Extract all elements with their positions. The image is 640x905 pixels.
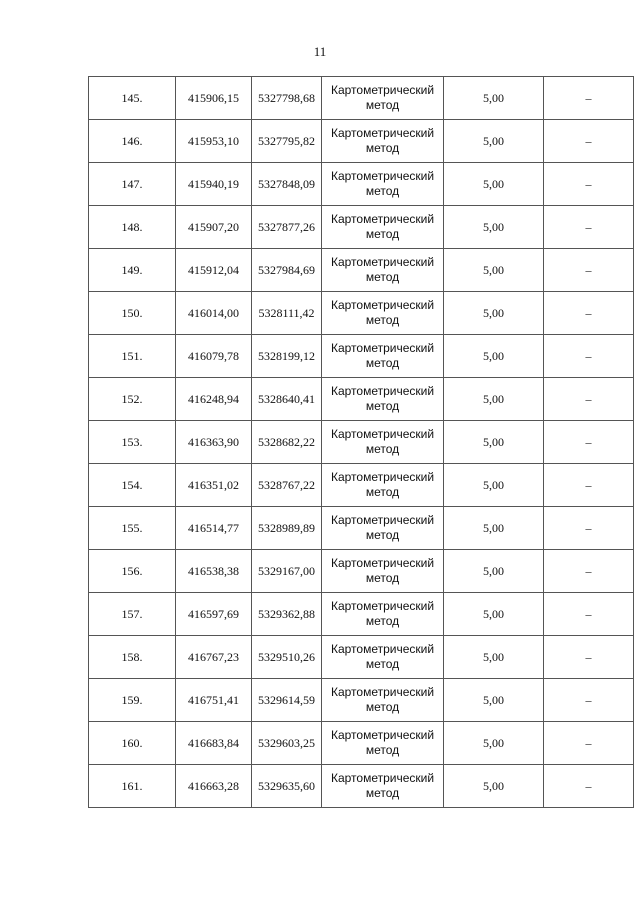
point-number-cell: 158. [89, 636, 176, 679]
point-number-cell: 160. [89, 722, 176, 765]
table-row [89, 292, 634, 335]
method-line-1: Картометрический [330, 771, 435, 785]
point-number-cell: 155. [89, 507, 176, 550]
y-coordinate-cell: 5328111,42 [252, 292, 322, 335]
x-coordinate-cell: 415953,10 [176, 120, 252, 163]
table-row [89, 206, 634, 249]
x-coordinate-cell: 415940,19 [176, 163, 252, 206]
point-number-cell: 157. [89, 593, 176, 636]
note-cell: – [544, 636, 634, 679]
accuracy-cell: 5,00 [444, 507, 544, 550]
method-line-1: Картометрический [330, 427, 435, 441]
accuracy-cell: 5,00 [444, 249, 544, 292]
accuracy-cell: 5,00 [444, 593, 544, 636]
method-line-2: метод [365, 270, 400, 284]
x-coordinate-cell: 416663,28 [176, 765, 252, 808]
method-cell [322, 636, 444, 679]
x-coordinate-cell: 416363,90 [176, 421, 252, 464]
method-line-2: метод [365, 528, 400, 542]
table-row [89, 679, 634, 722]
note-cell: – [544, 378, 634, 421]
point-number-cell: 154. [89, 464, 176, 507]
x-coordinate-cell: 415906,15 [176, 77, 252, 120]
y-coordinate-cell: 5328767,22 [252, 464, 322, 507]
accuracy-cell: 5,00 [444, 335, 544, 378]
note-cell: – [544, 679, 634, 722]
method-line-2: метод [365, 614, 400, 628]
method-cell [322, 249, 444, 292]
method-line-2: метод [365, 657, 400, 671]
method-cell [322, 378, 444, 421]
method-line-1: Картометрический [330, 126, 435, 140]
table-row [89, 636, 634, 679]
note-cell: – [544, 421, 634, 464]
table-row [89, 120, 634, 163]
method-cell [322, 507, 444, 550]
method-line-1: Картометрический [330, 599, 435, 613]
y-coordinate-cell: 5327984,69 [252, 249, 322, 292]
method-line-2: метод [365, 442, 400, 456]
x-coordinate-cell: 416538,38 [176, 550, 252, 593]
y-coordinate-cell: 5329510,26 [252, 636, 322, 679]
accuracy-cell: 5,00 [444, 421, 544, 464]
method-line-2: метод [365, 485, 400, 499]
method-cell [322, 163, 444, 206]
method-cell [322, 335, 444, 378]
point-number-cell: 148. [89, 206, 176, 249]
accuracy-cell: 5,00 [444, 120, 544, 163]
method-line-2: метод [365, 184, 400, 198]
method-line-1: Картометрический [330, 212, 435, 226]
note-cell: – [544, 593, 634, 636]
note-cell: – [544, 722, 634, 765]
method-line-2: метод [365, 356, 400, 370]
table-row [89, 335, 634, 378]
x-coordinate-cell: 416014,00 [176, 292, 252, 335]
table-row [89, 421, 634, 464]
accuracy-cell: 5,00 [444, 206, 544, 249]
method-cell [322, 292, 444, 335]
note-cell: – [544, 249, 634, 292]
table-row [89, 464, 634, 507]
x-coordinate-cell: 416248,94 [176, 378, 252, 421]
point-number-cell: 145. [89, 77, 176, 120]
x-coordinate-cell: 416767,23 [176, 636, 252, 679]
note-cell: – [544, 77, 634, 120]
x-coordinate-cell: 416079,78 [176, 335, 252, 378]
accuracy-cell: 5,00 [444, 722, 544, 765]
method-line-1: Картометрический [330, 255, 435, 269]
accuracy-cell: 5,00 [444, 550, 544, 593]
method-line-2: метод [365, 227, 400, 241]
y-coordinate-cell: 5327877,26 [252, 206, 322, 249]
accuracy-cell: 5,00 [444, 163, 544, 206]
y-coordinate-cell: 5328989,89 [252, 507, 322, 550]
accuracy-cell: 5,00 [444, 636, 544, 679]
x-coordinate-cell: 416597,69 [176, 593, 252, 636]
method-cell [322, 206, 444, 249]
table-row [89, 163, 634, 206]
accuracy-cell: 5,00 [444, 77, 544, 120]
note-cell: – [544, 206, 634, 249]
method-line-2: метод [365, 743, 400, 757]
method-cell [322, 765, 444, 808]
note-cell: – [544, 550, 634, 593]
method-line-1: Картометрический [330, 470, 435, 484]
method-line-1: Картометрический [330, 298, 435, 312]
method-cell [322, 679, 444, 722]
method-line-1: Картометрический [330, 513, 435, 527]
method-line-2: метод [365, 571, 400, 585]
y-coordinate-cell: 5329635,60 [252, 765, 322, 808]
point-number-cell: 151. [89, 335, 176, 378]
y-coordinate-cell: 5327848,09 [252, 163, 322, 206]
y-coordinate-cell: 5328640,41 [252, 378, 322, 421]
y-coordinate-cell: 5329362,88 [252, 593, 322, 636]
method-cell [322, 77, 444, 120]
x-coordinate-cell: 416351,02 [176, 464, 252, 507]
method-line-1: Картометрический [330, 685, 435, 699]
accuracy-cell: 5,00 [444, 464, 544, 507]
method-line-1: Картометрический [330, 556, 435, 570]
accuracy-cell: 5,00 [444, 765, 544, 808]
table-row [89, 722, 634, 765]
method-line-1: Картометрический [330, 384, 435, 398]
method-line-2: метод [365, 700, 400, 714]
y-coordinate-cell: 5327798,68 [252, 77, 322, 120]
method-cell [322, 593, 444, 636]
table-row [89, 378, 634, 421]
method-line-1: Картометрический [330, 341, 435, 355]
point-number-cell: 159. [89, 679, 176, 722]
method-line-2: метод [365, 399, 400, 413]
y-coordinate-cell: 5328682,22 [252, 421, 322, 464]
x-coordinate-cell: 416683,84 [176, 722, 252, 765]
note-cell: – [544, 464, 634, 507]
point-number-cell: 149. [89, 249, 176, 292]
note-cell: – [544, 335, 634, 378]
point-number-cell: 146. [89, 120, 176, 163]
table-row [89, 77, 634, 120]
x-coordinate-cell: 416751,41 [176, 679, 252, 722]
method-line-2: метод [365, 141, 400, 155]
table-row [89, 765, 634, 808]
y-coordinate-cell: 5329167,00 [252, 550, 322, 593]
table-body [89, 77, 634, 808]
page-number: 11 [313, 44, 327, 59]
point-number-cell: 161. [89, 765, 176, 808]
method-cell [322, 722, 444, 765]
note-cell: – [544, 163, 634, 206]
x-coordinate-cell: 416514,77 [176, 507, 252, 550]
note-cell: – [544, 120, 634, 163]
method-line-1: Картометрический [330, 83, 435, 97]
coordinates-table [88, 76, 634, 808]
x-coordinate-cell: 415912,04 [176, 249, 252, 292]
table-row [89, 593, 634, 636]
accuracy-cell: 5,00 [444, 378, 544, 421]
note-cell: – [544, 765, 634, 808]
point-number-cell: 152. [89, 378, 176, 421]
method-line-2: метод [365, 313, 400, 327]
point-number-cell: 156. [89, 550, 176, 593]
note-cell: – [544, 292, 634, 335]
point-number-cell: 147. [89, 163, 176, 206]
x-coordinate-cell: 415907,20 [176, 206, 252, 249]
method-cell [322, 120, 444, 163]
point-number-cell: 153. [89, 421, 176, 464]
table-row [89, 507, 634, 550]
y-coordinate-cell: 5328199,12 [252, 335, 322, 378]
table-row [89, 550, 634, 593]
method-line-1: Картометрический [330, 169, 435, 183]
method-line-1: Картометрический [330, 642, 435, 656]
y-coordinate-cell: 5329603,25 [252, 722, 322, 765]
table-row [89, 249, 634, 292]
accuracy-cell: 5,00 [444, 292, 544, 335]
method-cell [322, 464, 444, 507]
method-line-2: метод [365, 786, 400, 800]
note-cell: – [544, 507, 634, 550]
accuracy-cell: 5,00 [444, 679, 544, 722]
method-cell [322, 550, 444, 593]
point-number-cell: 150. [89, 292, 176, 335]
method-line-1: Картометрический [330, 728, 435, 742]
method-cell [322, 421, 444, 464]
y-coordinate-cell: 5327795,82 [252, 120, 322, 163]
method-line-2: метод [365, 98, 400, 112]
y-coordinate-cell: 5329614,59 [252, 679, 322, 722]
